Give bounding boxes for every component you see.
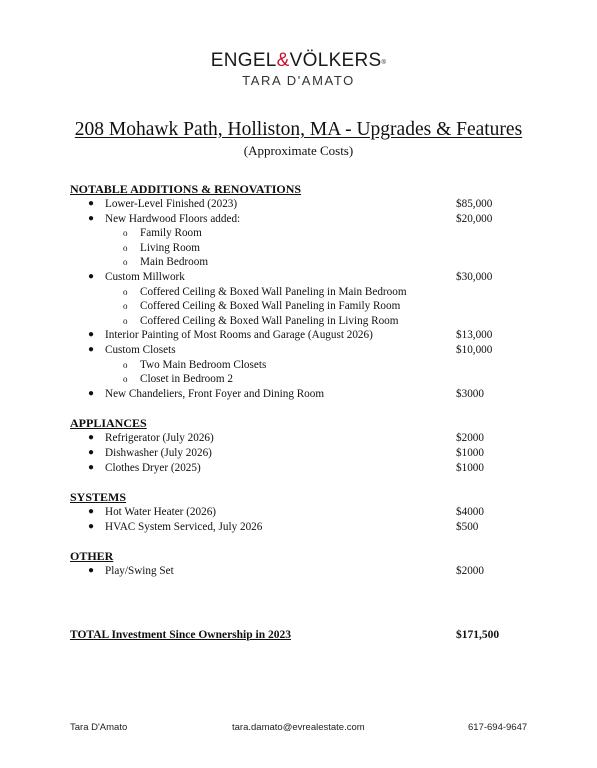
- item-price: $1000: [456, 461, 484, 474]
- total-label: TOTAL Investment Since Ownership in 2023: [70, 629, 291, 641]
- sub-list-item: [70, 285, 540, 300]
- item-label: Interior Painting of Most Rooms and Garage (August 2026): [105, 329, 373, 342]
- sub-item-label: Closet in Bedroom 2: [140, 373, 233, 386]
- item-label: Clothes Dryer (2025): [105, 461, 201, 474]
- list-item: [70, 197, 540, 212]
- sub-list-item: [70, 314, 540, 329]
- list-item: [70, 212, 540, 227]
- sub-item-label: Coffered Ceiling & Boxed Wall Paneling in Family Room: [140, 300, 401, 313]
- list-item: [70, 328, 540, 343]
- item-price: $4000: [456, 506, 484, 519]
- list-item: [70, 446, 540, 461]
- brand-name-left: ENGEL: [210, 50, 277, 71]
- list-item: [70, 505, 540, 520]
- circle-bullet-icon: o: [123, 301, 128, 312]
- item-price: $2000: [456, 565, 484, 578]
- bullet-icon: ●: [88, 565, 95, 577]
- circle-bullet-icon: o: [123, 315, 128, 326]
- item-price: $85,000: [456, 198, 493, 210]
- circle-bullet-icon: o: [123, 257, 128, 268]
- bullet-icon: ●: [88, 270, 95, 282]
- sub-list-item: [70, 255, 540, 270]
- footer-email: tara.damato@evrealestate.com: [232, 722, 365, 733]
- item-price: $13,000: [456, 329, 493, 342]
- sub-item-label: Main Bedroom: [140, 256, 209, 269]
- sub-list-item: [70, 226, 540, 241]
- list-item: [70, 564, 540, 579]
- list-item: [70, 387, 540, 402]
- item-price: $3000: [456, 387, 484, 400]
- brand-wordmark: [0, 50, 597, 72]
- bullet-icon: ●: [88, 520, 95, 532]
- sub-list-item: [70, 372, 540, 387]
- document-subtitle: (Approximate Costs): [243, 143, 354, 158]
- item-label: Play/Swing Set: [105, 565, 174, 578]
- upgrades-list: [70, 182, 540, 579]
- agent-name: TARA D'AMATO: [242, 73, 355, 88]
- item-label: Dishwasher (July 2026): [105, 446, 212, 459]
- item-label: Hot Water Heater (2026): [105, 506, 217, 519]
- section-heading: OTHER: [70, 549, 114, 564]
- bullet-icon: ●: [88, 387, 95, 399]
- item-price: $30,000: [456, 270, 493, 283]
- brand-logo: [0, 50, 597, 88]
- circle-bullet-icon: o: [123, 228, 128, 239]
- bullet-icon: ●: [88, 461, 95, 473]
- circle-bullet-icon: o: [123, 242, 128, 253]
- bullet-icon: ●: [88, 343, 95, 355]
- item-price: $10,000: [456, 343, 493, 356]
- item-label: HVAC System Serviced, July 2026: [105, 520, 263, 533]
- bullet-icon: ●: [88, 212, 95, 224]
- sub-item-label: Coffered Ceiling & Boxed Wall Paneling in Living Room: [140, 314, 399, 327]
- list-item: [70, 461, 540, 476]
- registered-mark: ®: [381, 60, 387, 66]
- item-label: Custom Closets: [105, 343, 176, 356]
- bullet-icon: ●: [88, 446, 95, 458]
- sub-item-label: Two Main Bedroom Closets: [140, 358, 267, 371]
- item-price: $500: [456, 520, 479, 533]
- item-price: $20,000: [456, 212, 493, 225]
- item-label: New Chandeliers, Front Foyer and Dining Room: [105, 387, 325, 400]
- list-item: [70, 431, 540, 446]
- sub-item-label: Coffered Ceiling & Boxed Wall Paneling in Main Bedroom: [140, 285, 407, 298]
- section-heading: SYSTEMS: [70, 490, 127, 505]
- item-label: Custom Millwork: [105, 270, 185, 283]
- document-title: 208 Mohawk Path, Holliston, MA - Upgrades & Features: [74, 119, 523, 140]
- list-item: [70, 520, 540, 535]
- item-price: $2000: [456, 432, 484, 445]
- circle-bullet-icon: o: [123, 374, 128, 385]
- bullet-icon: ●: [88, 432, 95, 444]
- list-item: [70, 343, 540, 358]
- item-price: $1000: [456, 446, 484, 459]
- bullet-icon: ●: [88, 329, 95, 341]
- brand-name-right: VÖLKERS: [289, 50, 382, 71]
- sub-list-item: [70, 241, 540, 256]
- sub-list-item: [70, 358, 540, 373]
- section-heading: APPLIANCES: [70, 416, 147, 431]
- page-footer: [0, 722, 597, 736]
- circle-bullet-icon: o: [123, 359, 128, 370]
- bullet-icon: ●: [88, 506, 95, 518]
- bullet-icon: ●: [88, 198, 95, 209]
- footer-name: Tara D'Amato: [70, 722, 128, 733]
- footer-phone: 617-694-9647: [468, 722, 528, 733]
- section-heading: NOTABLE ADDITIONS & RENOVATIONS: [70, 182, 302, 196]
- sub-list-item: [70, 299, 540, 314]
- item-label: Lower-Level Finished (2023): [105, 198, 238, 210]
- circle-bullet-icon: o: [123, 286, 128, 297]
- list-item: [70, 270, 540, 285]
- sub-item-label: Living Room: [140, 241, 200, 254]
- total-value: $171,500: [456, 629, 500, 641]
- sub-item-label: Family Room: [140, 227, 202, 240]
- total-row: [70, 629, 540, 645]
- item-label: Refrigerator (July 2026): [105, 432, 214, 445]
- item-label: New Hardwood Floors added:: [105, 212, 241, 225]
- brand-ampersand: &: [276, 50, 290, 71]
